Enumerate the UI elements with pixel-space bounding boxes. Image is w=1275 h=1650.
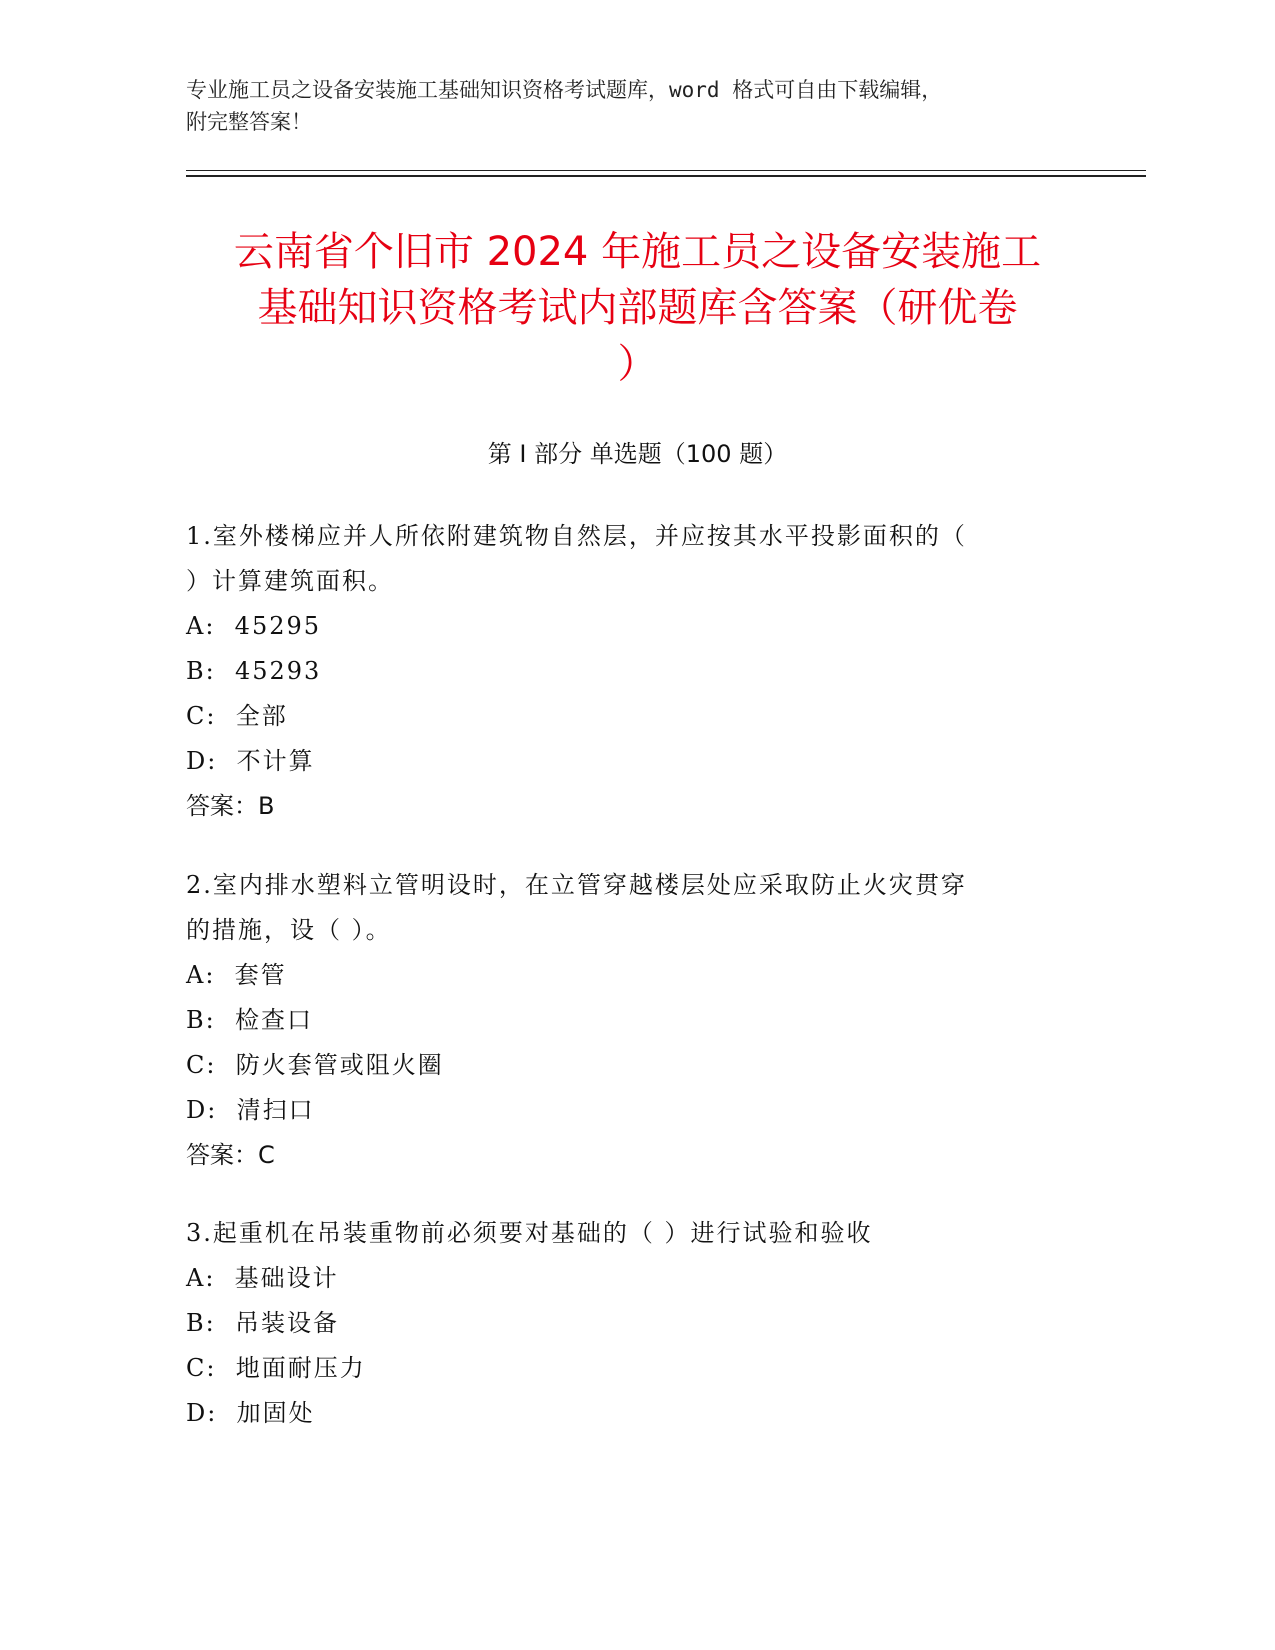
option-d: D: 不计算 [186, 747, 315, 775]
option-c: C: 全部 [186, 702, 288, 730]
option-a: A: 45295 [186, 612, 322, 640]
header-note-line-1: 专业施工员之设备安装施工基础知识资格考试题库，word 格式可自由下载编辑， [186, 78, 943, 102]
header-note [186, 74, 1086, 138]
option-a: A: 基础设计 [186, 1264, 339, 1292]
option-c: C: 防火套管或阻火圈 [186, 1051, 444, 1079]
answer-line: 答案：B [186, 792, 275, 820]
option-b: B: 45293 [186, 657, 322, 685]
question-stem-line: 2.室内排水塑料立管明设时，在立管穿越楼层处应采取防止火灾贯穿 [186, 871, 967, 899]
header-note-line-2: 附完整答案！ [186, 110, 312, 134]
document-title-line-3: ） [617, 341, 658, 387]
question-stem-line: 的措施，设（ ）。 [186, 916, 392, 944]
section-heading: 第 I 部分 单选题（100 题） [487, 440, 788, 468]
document-title [150, 224, 1125, 392]
option-d: D: 清扫口 [186, 1096, 315, 1124]
option-a: A: 套管 [186, 961, 287, 989]
question-2 [186, 863, 1086, 1178]
header-divider-thick [186, 175, 1146, 177]
question-stem-line: 1.室外楼梯应并人所依附建筑物自然层，并应按其水平投影面积的（ [186, 522, 967, 550]
document-title-line-1: 云南省个旧市 2024 年施工员之设备安装施工 [233, 229, 1042, 275]
answer-line: 答案：C [186, 1141, 275, 1169]
question-stem-line: 3.起重机在吊装重物前必须要对基础的（ ）进行试验和验收 [186, 1219, 873, 1247]
option-d: D: 加固处 [186, 1399, 315, 1427]
question-stem-line: ）计算建筑面积。 [186, 567, 394, 595]
question-1 [186, 514, 1086, 829]
option-b: B: 检查口 [186, 1006, 313, 1034]
header-divider-thin [186, 170, 1146, 171]
option-c: C: 地面耐压力 [186, 1354, 366, 1382]
question-3 [186, 1211, 1086, 1436]
document-title-line-2: 基础知识资格考试内部题库含答案（研优卷 [257, 285, 1018, 331]
option-b: B: 吊装设备 [186, 1309, 339, 1337]
